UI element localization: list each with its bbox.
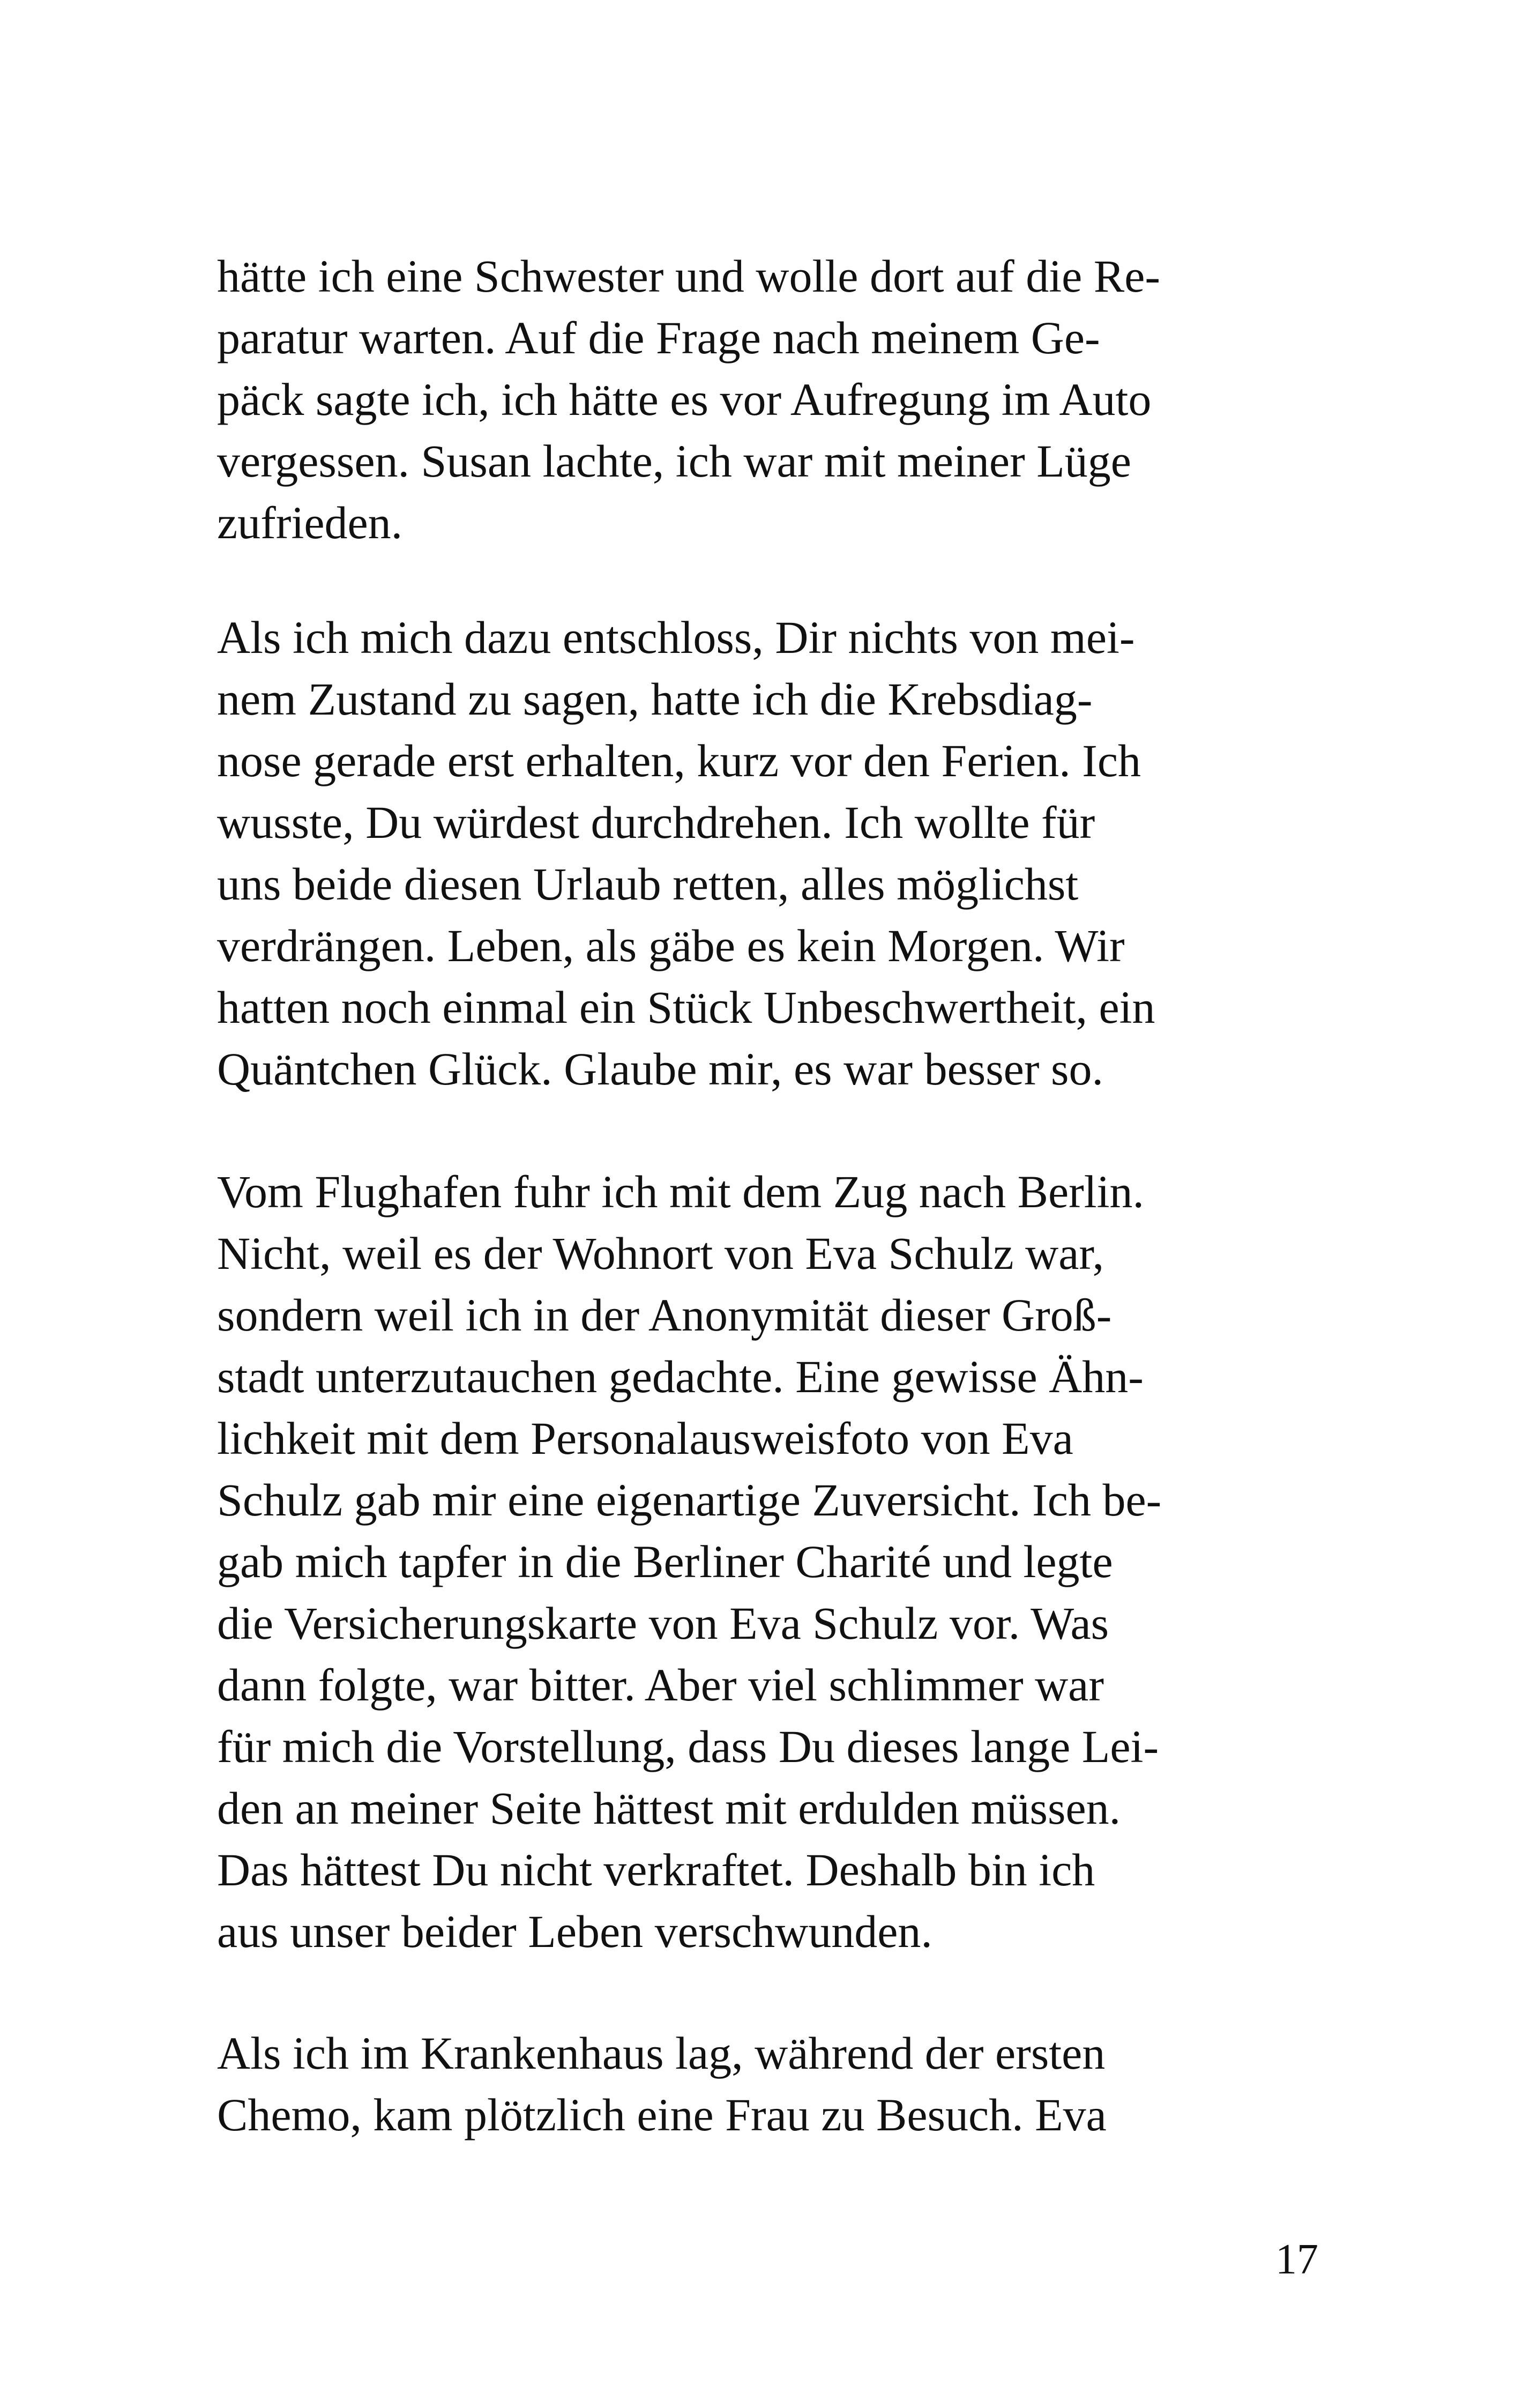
- paragraph-4: [217, 2023, 1321, 2146]
- text-line: stadt unterzutauchen gedachte. Eine gewisse Ähn-: [217, 1351, 1144, 1402]
- paragraph-1: [217, 246, 1321, 554]
- text-line: Schulz gab mir eine eigenartige Zuversicht. Ich be-: [217, 1474, 1162, 1526]
- page-number: 17: [1275, 2236, 1318, 2283]
- text-line: Chemo, kam plötzlich eine Frau zu Besuch. Eva: [217, 2089, 1107, 2141]
- text-line: Das hättest Du nicht verkraftet. Deshalb bin ich: [217, 1844, 1095, 1896]
- paragraph-2: [217, 607, 1321, 1100]
- text-line: Vom Flughafen fuhr ich mit dem Zug nach Berlin.: [217, 1166, 1145, 1217]
- text-line: Als ich mich dazu entschloss, Dir nichts von mei-: [217, 612, 1135, 663]
- text-line: gab mich tapfer in die Berliner Charité und legte: [217, 1536, 1113, 1587]
- text-line: für mich die Vorstellung, dass Du dieses lange Lei-: [217, 1721, 1159, 1772]
- text-line: hätte ich eine Schwester und wolle dort auf die Re-: [217, 250, 1161, 302]
- text-line: aus unser beider Leben verschwunden.: [217, 1906, 932, 1957]
- text-line: nem Zustand zu sagen, hatte ich die Krebsdiag-: [217, 673, 1093, 725]
- text-line: hatten noch einmal ein Stück Unbeschwertheit, ein: [217, 982, 1155, 1033]
- text-line: die Versicherungskarte von Eva Schulz vor. Was: [217, 1597, 1109, 1649]
- text-line: sondern weil ich in der Anonymität dieser Groß-: [217, 1289, 1112, 1341]
- text-line: Als ich im Krankenhaus lag, während der ersten: [217, 2027, 1106, 2079]
- text-line: päck sagte ich, ich hätte es vor Aufregung im Auto: [217, 374, 1152, 425]
- text-line: vergessen. Susan lachte, ich war mit meiner Lüge: [217, 435, 1131, 487]
- text-line: den an meiner Seite hättest mit erdulden müssen.: [217, 1782, 1121, 1834]
- text-line: verdrängen. Leben, als gäbe es kein Morgen. Wir: [217, 920, 1125, 971]
- text-line: paratur warten. Auf die Frage nach meinem Ge-: [217, 312, 1100, 363]
- text-line: uns beide diesen Urlaub retten, alles möglichst: [217, 858, 1079, 910]
- text-line: lichkeit mit dem Personalausweisfoto von Eva: [217, 1413, 1073, 1464]
- text-line: Nicht, weil es der Wohnort von Eva Schulz war,: [217, 1228, 1104, 1279]
- text-line: nose gerade erst erhalten, kurz vor den Ferien. Ich: [217, 735, 1141, 786]
- paragraph-3: [217, 1161, 1321, 1963]
- text-line: dann folgte, war bitter. Aber viel schlimmer war: [217, 1659, 1104, 1711]
- text-line: zufrieden.: [217, 497, 403, 548]
- text-line: Quäntchen Glück. Glaube mir, es war besser so.: [217, 1043, 1103, 1095]
- text-line: wusste, Du würdest durchdrehen. Ich wollte für: [217, 797, 1095, 848]
